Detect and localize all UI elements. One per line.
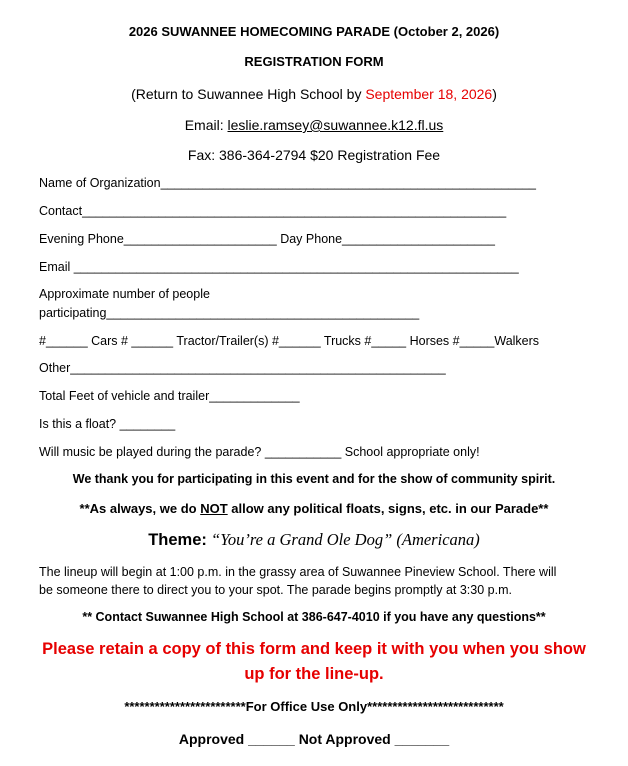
office-use-header: ************************For Office Use Only*************************** bbox=[124, 699, 504, 714]
email-link[interactable]: leslie.ramsey@suwannee.k12.fl.us bbox=[227, 117, 444, 133]
float-field[interactable]: Is this a float? ________ bbox=[39, 417, 176, 431]
organization-field[interactable]: Name of Organization______________________________________________________ bbox=[39, 176, 536, 190]
approval-fields[interactable]: Approved ______ Not Approved _______ bbox=[178, 731, 450, 747]
political-not: NOT bbox=[200, 501, 228, 516]
parade-title: 2026 SUWANNEE HOMECOMING PARADE (October 2, 2026) bbox=[128, 24, 500, 39]
theme-text: “You’re a Grand Ole Dog” (Americana) bbox=[206, 530, 480, 549]
email-label: Email: bbox=[184, 117, 228, 133]
theme-label: Theme: bbox=[148, 531, 207, 549]
vehicle-count-fields[interactable]: #______ Cars # ______ Tractor/Trailer(s) #______ Trucks #_____ Horses #_____Walkers bbox=[39, 334, 540, 348]
phone-fields[interactable]: Evening Phone______________________ Day Phone______________________ bbox=[39, 232, 495, 246]
theme-line bbox=[0, 530, 628, 550]
music-field[interactable]: Will music be played during the parade? ___________ School appropriate only! bbox=[39, 445, 480, 459]
retain-line-2: up for the line-up. bbox=[244, 665, 384, 683]
form-title: REGISTRATION FORM bbox=[244, 54, 384, 69]
lineup-line-1: The lineup will begin at 1:00 p.m. in the grassy area of Suwannee Pineview School. There will bbox=[39, 565, 557, 579]
return-prefix: (Return to Suwannee High School by bbox=[131, 86, 366, 102]
return-date: September 18, 2026 bbox=[365, 86, 493, 102]
contact-note: ** Contact Suwannee High School at 386-647-4010 if you have any questions** bbox=[82, 610, 546, 624]
thanks-note: We thank you for participating in this event and for the show of community spirit. bbox=[72, 472, 556, 486]
retain-line-1: Please retain a copy of this form and keep it with you when you show bbox=[42, 640, 586, 658]
political-note bbox=[0, 501, 628, 516]
return-line bbox=[0, 86, 628, 102]
lineup-line-2: be someone there to direct you to your spot. The parade begins promptly at 3:30 p.m. bbox=[39, 583, 512, 597]
participants-field[interactable]: participating_____________________________________________ bbox=[39, 306, 420, 320]
political-suffix: allow any political floats, signs, etc. in our Parade** bbox=[227, 501, 549, 516]
contact-field[interactable]: Contact_____________________________________________________________ bbox=[39, 204, 507, 218]
email-field[interactable]: Email ________________________________________________________________ bbox=[39, 260, 519, 274]
return-suffix: ) bbox=[492, 86, 497, 102]
participants-label: Approximate number of people bbox=[39, 287, 210, 301]
total-feet-field[interactable]: Total Feet of vehicle and trailer_____________ bbox=[39, 389, 300, 403]
other-field[interactable]: Other______________________________________________________ bbox=[39, 361, 446, 375]
fax-line: Fax: 386-364-2794 $20 Registration Fee bbox=[187, 147, 441, 163]
political-prefix: **As always, we do bbox=[79, 501, 201, 516]
email-line bbox=[0, 117, 628, 133]
